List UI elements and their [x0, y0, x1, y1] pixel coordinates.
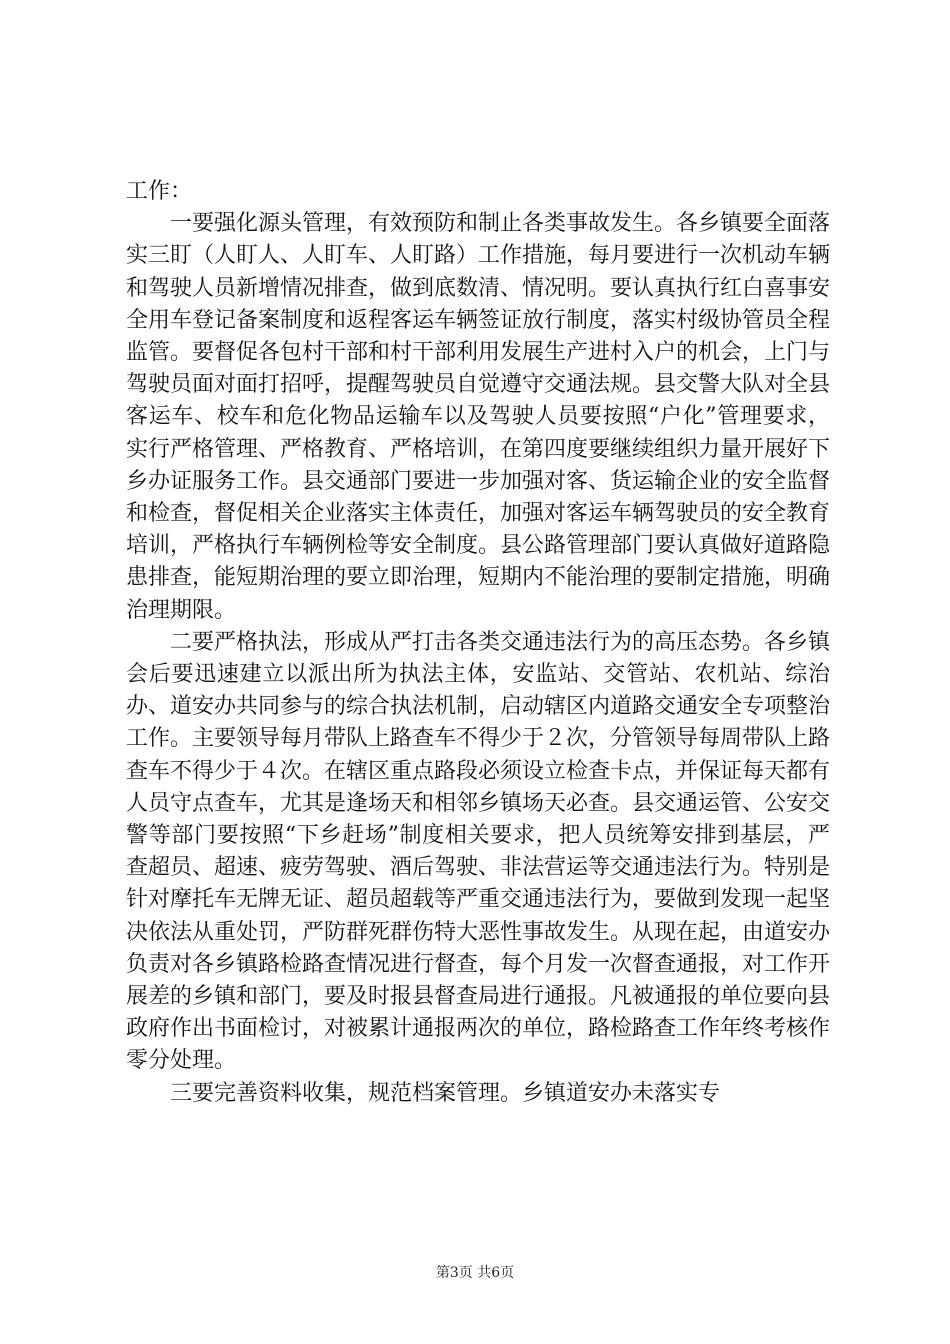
document-body: [126, 176, 830, 1110]
paragraph-3: 三要完善资料收集，规范档案管理。乡镇道安办未落实专: [170, 1080, 721, 1106]
paragraph-2: 二要严格执法，形成从严打击各类交通违法行为的高压态势。各乡镇会后要迅速建立以派出所为执法主体，安监站、交管站、农机站、综治办、道安办共同参与的综合执法机制，启动辖区内道路交通安全专项整治工作。主要领导每月带队上路查车不得少于２次，分管领导每周带队上路查车不得少于４次。在辖区重点路段必须设立检查卡点，并保证每天都有人员守点查车，尤其是逢场天和相邻乡镇场天必查。县交通运管、公安交警等部门要按照“下乡赶场”制度相关要求，把人员统筹安排到基层，严查超员、超速、疲劳驾驶、酒后驾驶、非法营运等交通违法行为。特别是针对摩托车无牌无证、超员超载等严重交通违法行为，要做到发现一起坚决依法从重处罚，严防群死群伤特大恶性事故发生。从现在起，由道安办负责对各乡镇路检路查情况进行督查，每个月发一次督查通报，对工作开展差的乡镇和部门，要及时报县督查局进行通报。凡被通报的单位要向县政府作出书面检讨，对被累计通报两次的单位，路检路查工作年终考核作零分处理。: [126, 629, 831, 1074]
lead-line: 工作：: [126, 179, 193, 204]
page-footer: 第3页 共6页: [435, 1265, 515, 1281]
paragraph-1: 一要强化源头管理，有效预防和制止各类事故发生。各乡镇要全面落实三盯（人盯人、人盯车、人盯路）工作措施，每月要进行一次机动车辆和驾驶人员新增情况排查，做到底数清、情况明。要认真执行红白喜事安全用车登记备案制度和返程客运车辆签证放行制度，落实村级协管员全程监管。要督促各包村干部和村干部利用发展生产进村入户的机会，上门与驾驶员面对面打招呼，提醒驾驶员自觉遵守交通法规。县交警大队对全县客运车、校车和危化物品运输车以及驾驶人员要按照“户化”管理要求，实行严格管理、严格教育、严格培训，在第四度要继续组织力量开展好下乡办证服务工作。县交通部门要进一步加强对客、货运输企业的安全监督和检查，督促相关企业落实主体责任，加强对客运车辆驾驶员的安全教育培训，严格执行车辆例检等安全制度。县公路管理部门要认真做好道路隐患排查，能短期治理的要立即治理，短期内不能治理的要制定措施，明确治理期限。: [126, 211, 831, 623]
